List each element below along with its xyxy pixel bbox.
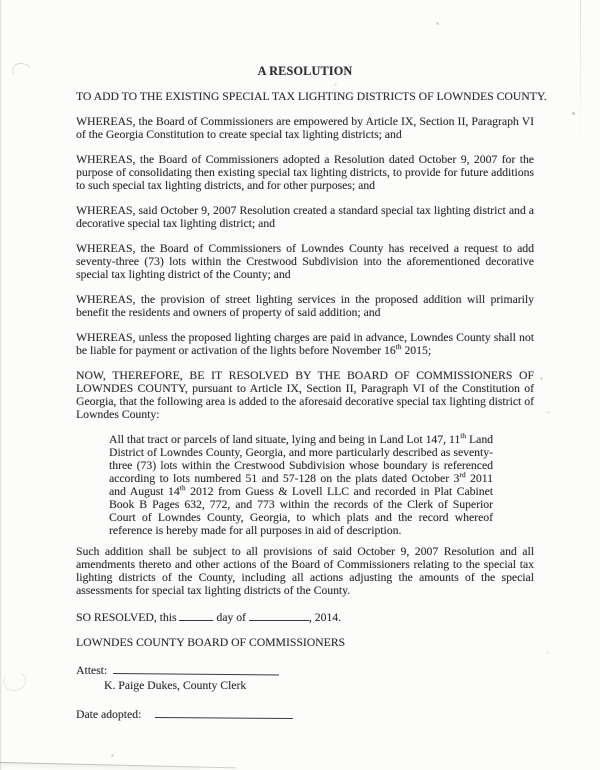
scan-mark-bottom-left: [2, 669, 28, 692]
paragraph-such-addition: Such addition shall be subject to all provisions of said October 9, 2007 Resolution and all amendments thereto and other actions of the Board of Commissioners relating to the special tax lighting districts of the County, including all actions adjusting the amounts of the special assessments for special tax lighting districts of the County.: [76, 545, 534, 597]
paragraph-now-therefore: NOW, THEREFORE, BE IT RESOLVED BY THE BOARD OF COMMISSIONERS OF LOWNDES COUNTY, pursuant to Article IX, Section II, Paragraph VI of the Constitution of Georgia, that the following area is added to the aforesaid decorative special tax lighting district of Lowndes County:: [76, 369, 534, 421]
resolution-title: A RESOLUTION: [257, 64, 353, 78]
attest-row: [76, 661, 534, 677]
scan-mark-top-left: [10, 61, 33, 81]
ordinal-superscript: rd: [459, 470, 466, 480]
date-adopted-row: [76, 705, 534, 721]
paragraph-legal-description: All that tract or parcels of land situate, lying and being in Land Lot 147, 11th Land District of Lowndes County, Georgia, and more particularly described as seventy-three (73) lots within the Crestwood Subdivision whose boundary is referenced according to lots numbered 51 and 57-128 on the plats dated October 3rd 2011 and August 14th 2012 from Guess & Lovell LLC and recorded in Plat Cabinet Book B Pages 632, 772, and 773 within the records of the Clerk of Superior Court of Lowndes County, Georgia, to which plats and the record whereof reference is hereby made for all purposes in aid of description.: [109, 431, 494, 537]
paragraph-board-name: LOWNDES COUNTY BOARD OF COMMISSIONERS: [76, 636, 346, 649]
attest-label: Attest:: [76, 664, 108, 677]
ordinal-superscript: th: [460, 431, 467, 441]
scan-edge-right: [580, 0, 581, 150]
paragraph-whereas-districts-created: WHEREAS, said October 9, 2007 Resolution created a standard special tax lighting district and a decorative special tax lighting district; and: [76, 204, 534, 230]
date-adopted-label: Date adopted:: [76, 708, 142, 721]
scan-specks: [0, 0, 1, 1]
paragraphs: [76, 115, 534, 649]
document-body: [76, 64, 547, 721]
ordinal-superscript: th: [395, 342, 402, 352]
attest-signatory: K. Paige Dukes, County Clerk: [104, 679, 247, 692]
paragraph-whereas-crestwood-request: WHEREAS, the Board of Commissioners of Lowndes County has received a request to add seventy-three (73) lots within the Crestwood Subdivision into the aforementioned decorative special tax lighting district of the County; and: [76, 242, 534, 281]
ordinal-superscript: th: [179, 483, 186, 493]
paragraph-whereas-2007-resolution: WHEREAS, the Board of Commissioners adopted a Resolution dated October 9, 2007 for the purpose of consolidating then existing special tax lighting districts, to provide for future additions to such special tax lighting districts, and for other purposes; and: [76, 153, 534, 192]
resolution-subtitle: TO ADD TO THE EXISTING SPECIAL TAX LIGHTING DISTRICTS OF LOWNDES COUNTY.: [76, 90, 547, 103]
fill-in-blank: [179, 609, 213, 621]
paragraph-whereas-benefit: WHEREAS, the provision of street lighting services in the proposed addition will primarily benefit the residents and owners of property of said addition; and: [76, 293, 534, 319]
paragraph-whereas-empowered: WHEREAS, the Board of Commissioners are empowered by Article IX, Section II, Paragraph VI of the Georgia Constitution to create special tax lighting districts; and: [76, 115, 534, 141]
scan-edge-left: [0, 0, 2, 770]
attest-signature-line: [113, 661, 279, 675]
fill-in-blank: [249, 609, 309, 621]
paragraph-whereas-prepayment: WHEREAS, unless the proposed lighting charges are paid in advance, Lowndes County shall not be liable for payment or activation of the lights before November 16th 2015;: [76, 331, 534, 357]
date-adopted-line: [155, 705, 293, 719]
paragraph-so-resolved: SO RESOLVED, this day of , 2014.: [76, 611, 342, 624]
signature-block: [76, 661, 534, 721]
